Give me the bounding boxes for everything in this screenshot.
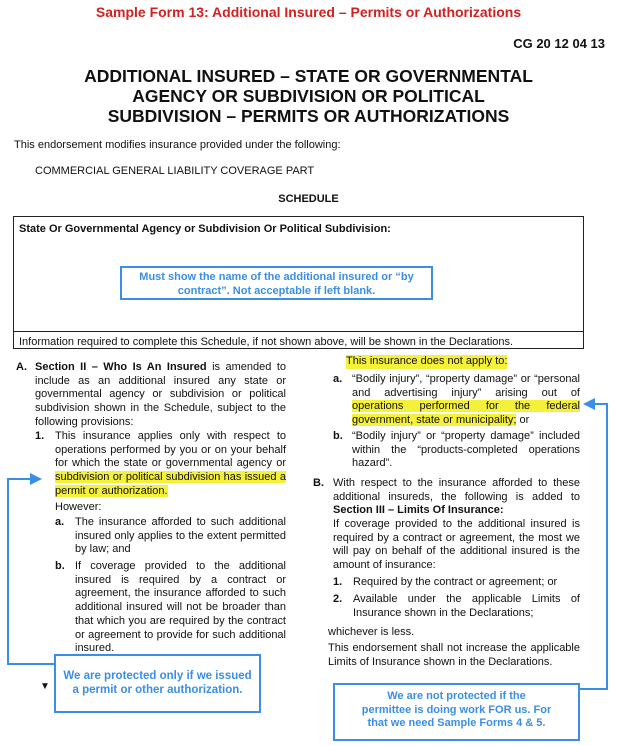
item-1-highlight: subdivision or political subdivision has issued a permit or authorization. [55,471,286,497]
excl-a-body: “Bodily injury”, “property damage” or “personal and advertising injury” arising out of [352,373,580,399]
schedule-field-label: State Or Governmental Agency or Subdivision Or Political Subdivision: [19,223,391,235]
sub-b-text: If coverage provided to the additional insured is required by a contract or agreement, the insurance afforded to such additional insured will not be broader than that which you are required by the contract or agreement to provide for such additional insured. [75,560,286,655]
coverage-part: COMMERCIAL GENERAL LIABILITY COVERAGE PART [35,165,315,177]
callout-name-required-line-1: Must show the name of the additional insured or “by [139,271,414,283]
however-label: However: [55,501,102,513]
section-a-body: is amended to include as an additional insured any state or governmental agency or subdivision or political subdivision shown in the Schedule, subject to the following provisions: [35,361,286,428]
right-connector-vertical [606,403,608,689]
section-a-text [35,361,286,430]
closing-text: This endorsement shall not increase the applicable Limits of Insurance shown in the Declarations. [328,642,580,668]
callout-name-required-line-2: contract”. Not acceptable if left blank. [177,284,376,297]
excl-b-letter: b. [333,430,343,442]
left-arrowhead-icon [30,473,44,485]
sub-a-letter: a. [55,516,65,528]
section-b-heading: Section III – Limits Of Insurance: [333,504,504,517]
callout-protected [54,654,261,713]
callout-name-required [120,266,433,300]
excl-b-text: “Bodily injury” or “property damage” included within the “products-completed operations hazard”. [352,430,580,470]
title-line-3: SUBDIVISION – PERMITS OR AUTHORIZATIONS [107,106,510,126]
section-b-paragraph: If coverage provided to the additional insured is required by a contract or agreement, the most we will pay on behalf of the additional insured is the amount of insurance: [333,518,580,572]
limit-item-1-number: 1. [333,576,343,588]
callout-not-protected-line-3: that we need Sample Forms 4 & 5. [367,717,546,729]
endorsement-title [0,66,617,126]
limit-item-2-number: 2. [333,593,343,605]
left-connector-vertical [7,478,9,664]
item-1-text [55,430,286,499]
callout-not-protected-line-2: permittee is doing work FOR us. For [361,703,552,716]
section-a-heading: Section II – Who Is An Insured [35,361,207,373]
form-number: CG 20 12 04 13 [513,36,605,51]
left-connector-bottom [7,663,55,665]
title-line-2: AGENCY OR SUBDIVISION OR POLITICAL [132,86,485,106]
limit-item-1-text: Required by the contract or agreement; or [353,576,558,588]
excl-a-text [352,373,580,428]
right-connector-bottom [578,688,608,690]
excl-a-highlight: operations performed for the federal government, state or municipality; [352,400,580,427]
callout-protected-line-2: a permit or other authorization. [72,683,243,696]
schedule-heading: SCHEDULE [278,193,339,205]
item-1-number: 1. [35,430,45,442]
excl-a-letter: a. [333,373,343,385]
intro-text: This endorsement modifies insurance provided under the following: [14,139,341,151]
sub-b-letter: b. [55,560,65,572]
schedule-footer: Information required to complete this Schedule, if not shown above, will be shown in the Declarations. [19,336,514,348]
section-a-letter: A. [16,361,27,373]
callout-protected-line-1: We are protected only if we issued [63,670,252,682]
section-b-body: With respect to the insurance afforded to these additional insureds, the following is added to [333,477,580,503]
limit-item-2-text: Available under the applicable Limits of Insurance shown in the Declarations; [353,593,580,619]
callout-not-protected-line-1: We are not protected if the [387,690,526,702]
sample-form-title: Sample Form 13: Additional Insured – Permits or Authorizations [95,4,522,20]
down-marker: ▼ [40,681,50,692]
sub-a-text: The insurance afforded to such additional insured only applies to the extent permitted by law; and [75,516,286,556]
section-b-letter: B. [313,477,324,489]
title-line-1: ADDITIONAL INSURED – STATE OR GOVERNMENTAL [84,66,533,86]
callout-not-protected [333,683,580,741]
right-arrowhead-icon [583,398,597,410]
whichever-text: whichever is less. [328,626,415,638]
excl-a-end: or [519,414,530,427]
schedule-divider [14,331,583,332]
section-b-text [333,477,580,518]
item-1-body: This insurance applies only with respect to operations performed by you or on your behalf for which the state or governmental agency or [55,430,286,470]
exclusions-heading: This insurance does not apply to: [346,355,508,367]
